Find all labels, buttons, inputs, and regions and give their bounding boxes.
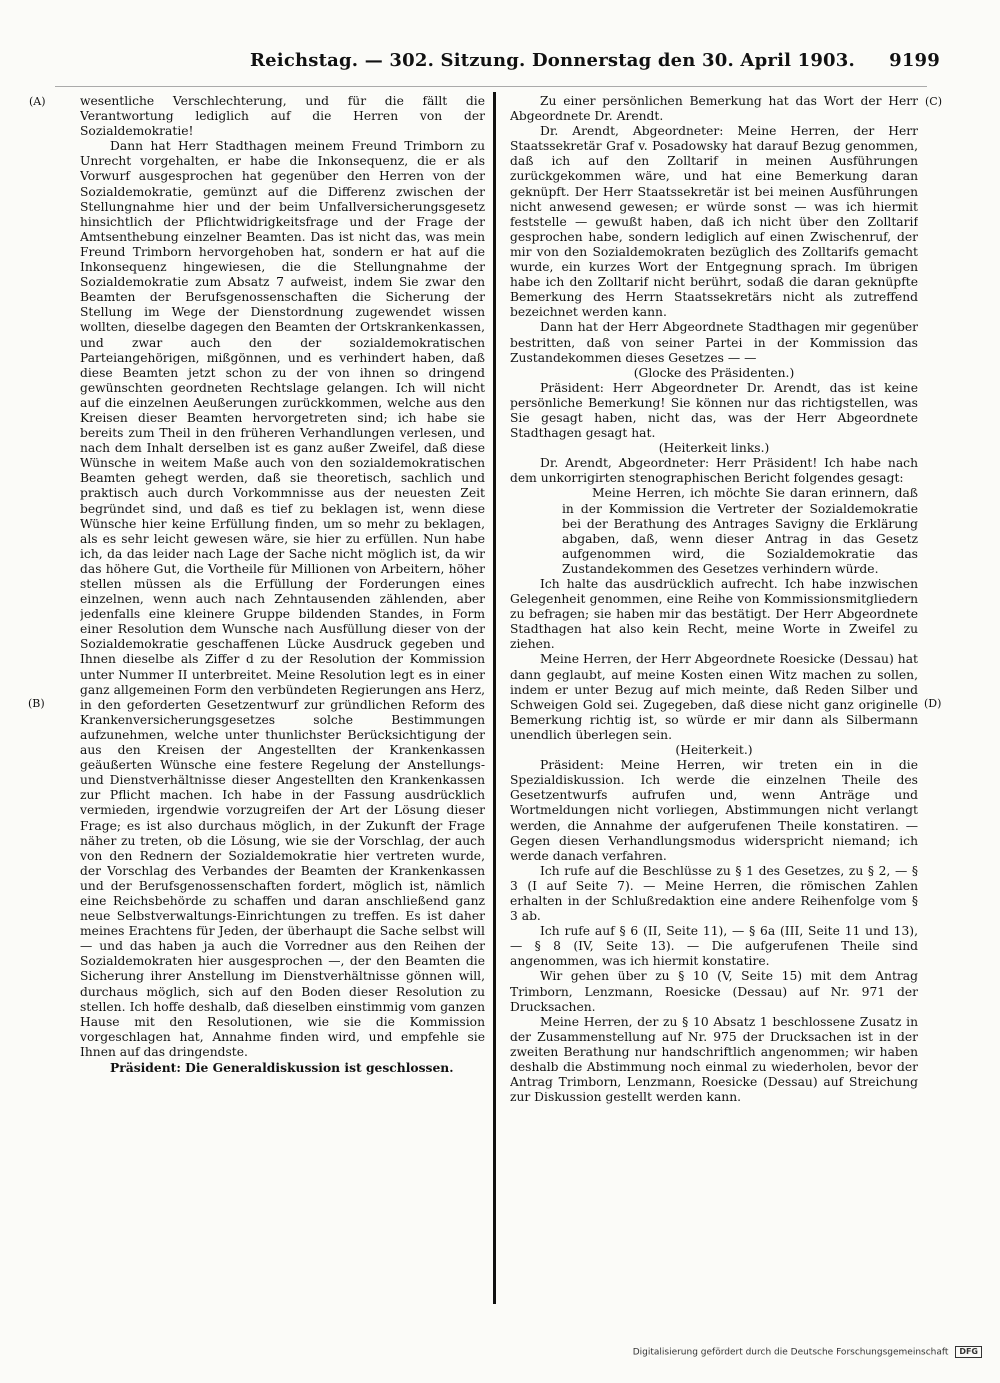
right-paragraph-9: Ich rufe auf die Beschlüsse zu § 1 des Gesetzes, zu § 2, — § 3 (I auf Seite 7). — Meine Herren, die römischen Zahlen erhalten in der Schlußredaktion eine andere Reihenfolge vom § 3 ab. (510, 863, 918, 924)
left-text-column (80, 94, 485, 1304)
right-quotation: Meine Herren, ich möchte Sie daran erinnern, daß in der Kommission die Vertreter der Sozialdemokratie bei der Berathung des Antrages Savigny die Erklärung abgaben, daß, wenn dieser Antrag in das Gesetz aufgenommen wird, die Sozialdemokratie das Zustandekommen des Gesetzes verhindern würde. (562, 486, 918, 576)
margin-mark-c: (C) (925, 95, 942, 108)
margin-mark-a: (A) (29, 95, 46, 108)
left-paragraph-3: Präsident: Die Generaldiskussion ist geschlossen. (110, 1060, 454, 1075)
column-divider (493, 92, 496, 1304)
margin-mark-d: (D) (924, 697, 942, 710)
right-paragraph-4: Präsident: Herr Abgeordneter Dr. Arendt, das ist keine persönliche Bemerkung! Sie können nur das richtigstellen, was Sie gesagt haben, nicht das, was der Herr Abgeordnete Stadthagen gesagt hat. (510, 380, 918, 441)
header-divider (55, 86, 927, 87)
dfg-logo: DFG (955, 1346, 982, 1358)
digitization-footer (633, 1346, 982, 1358)
right-stage-note-3: (Heiterkeit.) (675, 743, 753, 758)
left-paragraph-1: wesentliche Verschlechterung, und für die fällt die Verantwortung lediglich auf die Herren von der Sozialdemokratie! (80, 94, 485, 139)
page-number: 9199 (889, 50, 940, 71)
right-paragraph-6: Ich halte das ausdrücklich aufrecht. Ich habe inzwischen Gelegenheit genommen, eine Reihe von Kommissionsmitgliedern zu befragen; sie haben mir das bestätigt. Der Herr Abgeordnete Stadthagen hat also kein Recht, meine Worte in Zweifel zu ziehen. (510, 577, 918, 652)
right-paragraph-12: Meine Herren, der zu § 10 Absatz 1 beschlossene Zusatz in der Zusammenstellung auf Nr. 975 der Drucksachen ist in der zweiten Berathung nur handschriftlich angenommen; wir haben deshalb die Abstimmung noch einmal zu wiederholen, bevor der Antrag Trimborn, Lenzmann, Roesicke (Dessau) auf Streichung zur Diskussion gestellt werden kann. (510, 1014, 918, 1105)
right-paragraph-1: Zu einer persönlichen Bemerkung hat das Wort der Herr Abgeordnete Dr. Arendt. (510, 94, 918, 124)
right-stage-note-2: (Heiterkeit links.) (658, 441, 770, 456)
right-paragraph-2: Dr. Arendt, Abgeordneter: Meine Herren, der Herr Staatssekretär Graf v. Posadowsky hat darauf Bezug genommen, daß ich auf den Zolltarif in meinen Ausführungen zurückgekommen wäre, und hat eine Bemerkung daran geknüpft. Der Herr Staatssekretär ist bei meinen Ausführungen nicht anwesend gewesen; er würde sonst — was ich hiermit feststelle — gewußt haben, daß ich nicht über den Zolltarif gesprochen habe, sondern lediglich auf einen Zwischenruf, der mir von den Sozialdemokraten bezüglich des Zolltarifs gemacht wurde, ein kurzes Wort der Entgegnung sprach. Im übrigen habe ich den Zolltarif nicht berührt, sodaß die daran geknüpfte Bemerkung des Herrn Staatssekretärs nicht als zutreffend bezeichnet werden kann. (510, 124, 918, 320)
right-paragraph-5: Dr. Arendt, Abgeordneter: Herr Präsident! Ich habe nach dem unkorrigirten stenographischen Bericht folgendes gesagt: (510, 456, 918, 486)
right-paragraph-8: Präsident: Meine Herren, wir treten ein in die Spezialdiskussion. Ich werde die einzelnen Theile des Gesetzentwurfs aufrufen und, wenn Anträge und Wortmeldungen nicht vorliegen, Abstimmungen nicht verlangt werden, die Annahme der aufgerufenen Theile konstatiren. — Gegen diesen Verhandlungsmodus widerspricht niemand; ich werde danach verfahren. (510, 758, 918, 863)
right-stage-note-1: (Glocke des Präsidenten.) (633, 365, 795, 380)
right-paragraph-7: Meine Herren, der Herr Abgeordnete Roesicke (Dessau) hat dann geglaubt, auf meine Kosten einen Witz machen zu sollen, indem er unter Bezug auf mich meinte, daß Reden Silber und Schweigen Gold sei. Zugegeben, daß diese nicht ganz originelle Bemerkung richtig ist, so würde er mir dann als Silbermann unendlich überlegen sein. (510, 652, 918, 742)
right-text-column (510, 94, 918, 1314)
right-paragraph-11: Wir gehen über zu § 10 (V, Seite 15) mit dem Antrag Trimborn, Lenzmann, Roesicke (Dessau) auf Nr. 971 der Drucksachen. (510, 969, 918, 1014)
right-paragraph-3: Dann hat der Herr Abgeordnete Stadthagen mir gegenüber bestritten, daß von seiner Partei in der Kommission das Zustandekommen dieses Gesetzes — — (510, 320, 918, 365)
margin-mark-b: (B) (28, 697, 45, 710)
right-paragraph-10: Ich rufe auf § 6 (II, Seite 11), — § 6a (III, Seite 11 und 13), — § 8 (IV, Seite 13). — Die aufgerufenen Theile sind angenommen, was ich hiermit konstatire. (510, 924, 918, 969)
footer-text: Digitalisierung gefördert durch die Deutsche Forschungsgemeinschaft (632, 1347, 949, 1358)
page-header (250, 50, 940, 80)
left-paragraph-2: Dann hat Herr Stadthagen meinem Freund Trimborn zu Unrecht vorgehalten, er habe die Inkonsequenz, die er als Vorwurf ausgesprochen hat gegenüber den Herren von der Sozialdemokratie, gemünzt auf die Differenz zwischen der Stellungnahme hier und der beim Unfallversicherungsgesetz hinsichtlich der Pflichtwidrigkeitsfrage und der Frage der Amtsenthebung einzelner Beamten. Das ist nicht das, was mein Freund Trimborn hervorgehoben hat, sondern er hat auf die Inkonsequenz hingewiesen, die die Stellungnahme der Sozialdemokratie zum Absatz 7 aufweist, indem Sie zwar den Beamten der Berufsgenossenschaften die Sicherung der Stellung im Wege der Dienstordnung zugewendet wissen wollten, dieselbe dagegen den Beamten der Ortskrankenkassen, und zwar auch den der sozialdemokratischen Parteiangehörigen, mißgönnen, und es verhindert haben, daß diese Beamten jetzt schon zu der von ihnen so dringend gewünschten geordneten Rechtslage gelangen. Ich will nicht auf die einzelnen Aeußerungen zurückkommen, welche aus den Kreisen dieser Beamten hervorgetreten sind; ich habe sie bereits zum Theil in den früheren Verhandlungen verlesen, und nach dem Inhalt derselben ist es ganz außer Zweifel, daß diese Wünsche in weitem Maße auch von den sozialdemokratischen Beamten gehegt werden, daß sie theoretisch, sachlich und praktisch auch durch Vorkommnisse aus der neuesten Zeit begründet sind, und daß es tief zu beklagen ist, wenn diese Wünsche hier keine Erfüllung finden, um so mehr zu beklagen, als es sehr leicht gewesen wäre, sie hier zu erfüllen. Nun habe ich, da das leider nach Lage der Sache nicht möglich ist, da wir das höhere Gut, die Vortheile für Millionen von Arbeitern, höher stellen müssen als die Erfüllung der Forderungen eines einzelnen, wenn auch nach Zehntausenden zählenden, aber jedenfalls eine kleinere Gruppe bildenden Standes, in Form einer Resolution dem Wunsche nach Ausfüllung dieser von der Sozialdemokratie geschaffenen Lücke Ausdruck gegeben und Ihnen dieselbe als Ziffer d zu der Resolution der Kommission unter Nummer II unterbreitet. Meine Resolution legt es in einer ganz allgemeinen Form den verbündeten Regierungen ans Herz, in den geforderten Gesetzentwurf zur gründlichen Reform des Krankenversicherungsgesetzes solche Bestimmungen aufzunehmen, welche unter thunlichster Berücksichtigung der aus den Kreisen der Angestellten der Krankenkassen geäußerten Wünsche eine festere Regelung der Anstellungs- und Dienstverhältnisse dieser Angestellten den Krankenkassen zur Pflicht machen. Ich habe in der Fassung ausdrücklich vermieden, irgendwie vorzugreifen der Art der Lösung dieser Frage; es ist also durchaus möglich, in der Zukunft der Frage näher zu treten, ob die Lösung, wie sie der Vorschlag, der auch von den Rednern der Sozialdemokratie hier vertreten wurde, der Vorschlag des Verbandes der Beamten der Krankenkassen und der Berufsgenossenschaften fordert, möglich ist, nämlich eine Reichsbehörde zu schaffen und daran anschließend ganz neue Selbstverwaltungs-Einrichtungen zu treffen. Es ist daher meines Erachtens für Jeden, der überhaupt die Sache selbst will — und das haben ja auch die Vorredner aus den Reihen der Sozialdemokraten hier ausgesprochen —, der den Beamten die Sicherung ihrer Anstellung im Dienstverhältnisse gönnen will, durchaus möglich, sich auf den Boden dieser Resolution zu stellen. Ich hoffe deshalb, daß dieselben einstimmig vom ganzen Hause mit den Resolutionen, wie sie die Kommission vorgeschlagen hat, Annahme finden wird, und empfehle sie Ihnen auf das dringendste. (80, 139, 485, 1059)
page-title: Reichstag. — 302. Sitzung. Donnerstag den 30. April 1903. (250, 50, 855, 71)
